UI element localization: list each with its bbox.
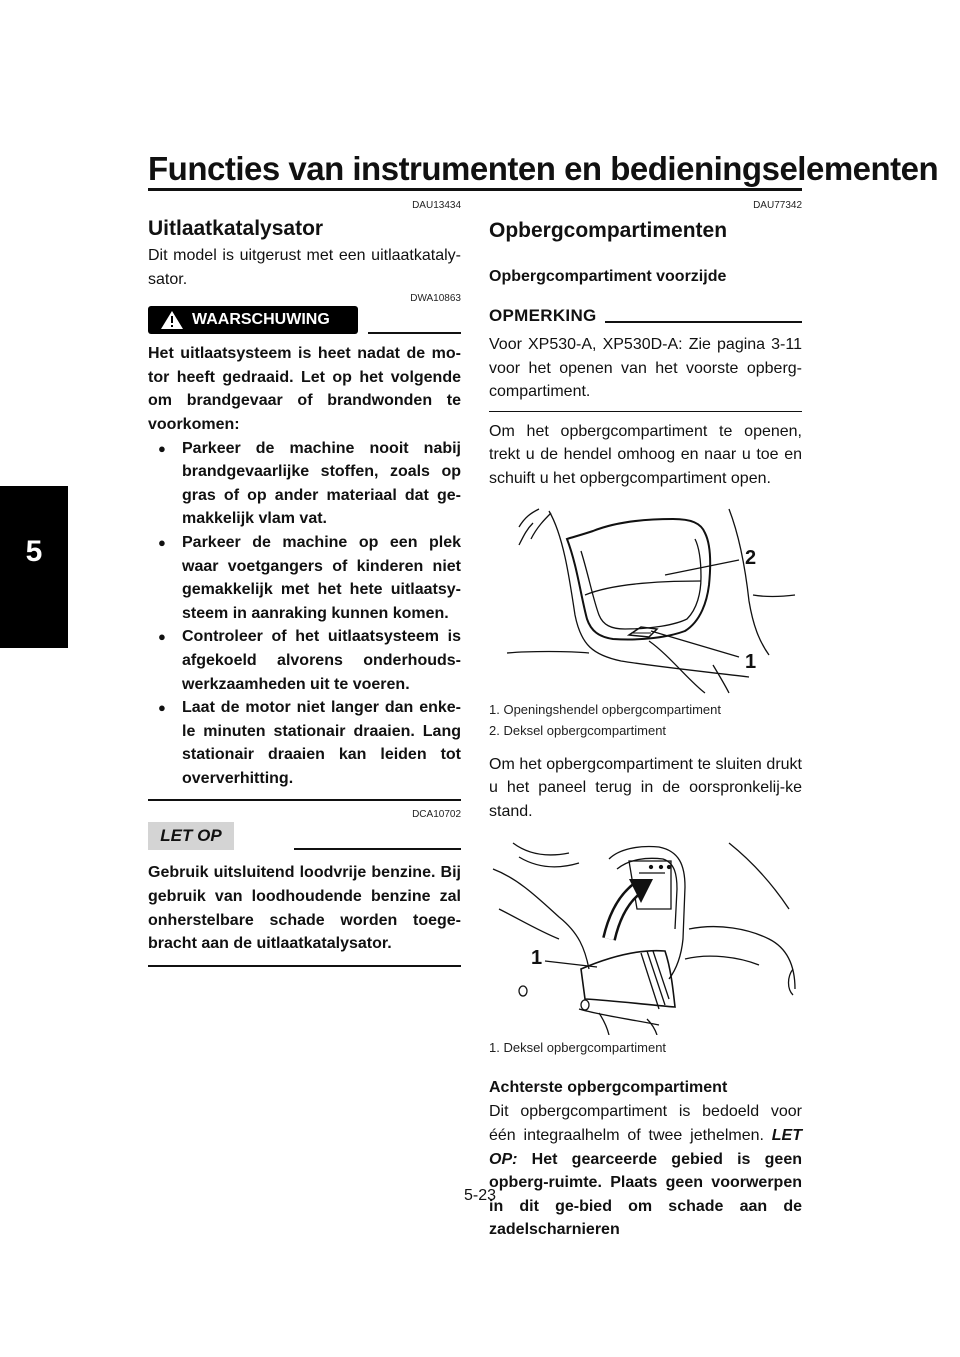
warning-code: DWA10863 <box>410 293 461 305</box>
paragraph: Om het opbergcompartiment te openen, trekt u de hendel omhoog en naar u toe en schuift u het opbergcompartiment open. <box>489 422 802 487</box>
paragraph-bold-text: Het gearceerde gebied is geen opberg-ruimte. Plaats geen voorwerpen in dit ge-bied om schade aan de zadelscharnieren <box>489 1150 802 1239</box>
section-title: Opbergcompartimenten <box>489 219 728 242</box>
chapter-tab-number: 5 <box>25 535 43 568</box>
warning-label: WAARSCHUWING <box>192 311 330 329</box>
note-text: Voor XP530-A, XP530D-A: Zie pagina 3-11 voor het openen van het voorste opberg-compartiment. <box>489 336 802 401</box>
warning-triangle-icon <box>160 310 184 330</box>
warning-bullet: ● Parkeer de machine op een plek waar voetgangers of kinderen niet gemakkelijk met het hete uitlaatsy-steem in aanraking kunnen komen. <box>148 531 461 625</box>
subsection-title: Achterste opbergcompartiment <box>489 1079 728 1097</box>
letop-inline-label: LET OP: <box>489 1126 802 1168</box>
warning-bullet-list <box>148 437 461 791</box>
warning-text: Het uitlaatsysteem is heet nadat de mo-tor heeft gedraaid. Let op het volgende om brandgevaar of brandwonden te voorkomen: <box>148 345 461 433</box>
right-column <box>489 200 802 1242</box>
paragraph <box>489 1100 802 1242</box>
caution-header <box>148 822 461 850</box>
warning-bullet: ● Controleer of het uitlaatsysteem is afgekoeld alvorens onderhouds-werkzaamheden uit te voeren. <box>148 625 461 696</box>
warning-rule <box>368 332 461 334</box>
figure-callout: 2 <box>745 546 757 569</box>
note-label: OPMERKING <box>489 306 597 325</box>
note-header <box>489 306 802 326</box>
figure-caption: 1. Openingshendel opbergcompartiment <box>489 701 721 717</box>
caution-badge: LET OP <box>148 822 234 850</box>
header-rule <box>148 188 802 191</box>
paragraph-text: Dit opbergcompartiment is bedoeld voor één integraalhelm of twee jethelmen. <box>489 1103 802 1144</box>
caution-rule <box>294 848 461 850</box>
warning-header <box>148 306 461 334</box>
note-end-rule <box>489 411 802 412</box>
note-rule <box>605 321 802 323</box>
left-column <box>148 200 461 967</box>
intro-paragraph: Dit model is uitgerust met een uitlaatkataly-sator. <box>148 247 461 288</box>
figure-caption: 1. Deksel opbergcompartiment <box>489 1040 667 1056</box>
warning-end-rule <box>148 799 461 801</box>
caution-code: DCA10702 <box>412 809 461 821</box>
figure-callout: 1 <box>531 947 543 970</box>
paragraph: Om het opbergcompartiment te sluiten drukt u het paneel terug in de oorspronkelij-ke stand. <box>489 755 802 820</box>
section-code: DAU77342 <box>753 200 802 211</box>
section-title: Uitlaatkatalysator <box>148 217 324 240</box>
page-header-title: Functies van instrumenten en bedieningselementen <box>148 150 939 187</box>
subsection-title: Opbergcompartiment voorzijde <box>489 268 727 285</box>
caution-text: Gebruik uitsluitend loodvrije benzine. Bij gebruik van loodhoudende benzine zal onherstelbare schade worden toege-bracht aan de uitlaatkatalysator. <box>148 864 461 953</box>
page-number: 5-23 <box>463 1187 497 1204</box>
warning-bullet: ● Parkeer de machine nooit nabij brandgevaarlijke stoffen, zoals op gras of op ander materiaal dat ge-makkelijk vlam vat. <box>148 437 461 531</box>
figure-storage-open <box>489 505 802 695</box>
caution-end-rule <box>148 965 461 967</box>
figure-storage-close <box>489 839 802 1035</box>
compartment-close-illustration <box>489 839 802 1035</box>
section-code: DAU13434 <box>412 200 461 211</box>
figure-callout: 1 <box>745 650 757 673</box>
warning-bullet: ● Laat de motor niet langer dan enke-le minuten stationair draaien. Lang stationair draaien kan leiden tot oververhitting. <box>148 696 461 790</box>
figure-caption: 2. Deksel opbergcompartiment <box>489 722 667 738</box>
warning-badge <box>148 306 358 334</box>
